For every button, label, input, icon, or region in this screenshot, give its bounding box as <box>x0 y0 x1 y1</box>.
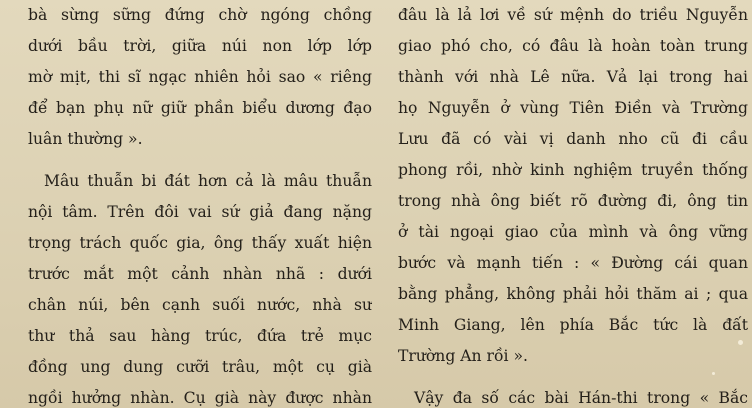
text-line: trọng trách quốc gia, ông thấy xuất hiện <box>28 234 372 252</box>
text-line: trước mắt một cảnh nhàn nhã : dưới <box>28 265 372 283</box>
text-line: dưới bầu trời, giữa núi non lớp lớp <box>28 37 372 55</box>
text-line: ở tài ngoại giao của mình và ông vững <box>398 223 748 241</box>
text-line: bước và mạnh tiến : « Đường cái quan <box>398 254 748 272</box>
text-line: phong rồi, nhờ kinh nghiệm truyền thống <box>398 161 748 179</box>
paper-speck <box>712 372 715 375</box>
text-line: bằng phẳng, không phải hỏi thăm ai ; qua <box>398 285 748 303</box>
text-line: ngồi hưởng nhàn. Cụ già này được nhàn <box>28 389 372 407</box>
right-paragraph-2 <box>398 383 748 408</box>
text-line: bà sừng sững đứng chờ ngóng chồng <box>28 6 372 24</box>
text-line: mờ mịt, thi sĩ ngạc nhiên hỏi sao « riêng <box>28 68 372 86</box>
left-paragraph-2 <box>28 166 372 408</box>
left-paragraph-1 <box>28 0 372 155</box>
text-line: Trường An rồi ». <box>398 347 528 365</box>
text-line: Vậy đa số các bài Hán-thi trong « Bắc <box>414 389 748 407</box>
text-line: nội tâm. Trên đôi vai sứ giả đang nặng <box>28 203 372 221</box>
left-column <box>28 0 372 408</box>
text-line: thành với nhà Lê nữa. Vả lại trong hai <box>398 68 748 86</box>
text-line: Minh Giang, lên phía Bắc tức là đất <box>398 316 748 334</box>
text-line: trong nhà ông biết rõ đường đi, ông tin <box>398 192 748 210</box>
text-line: luân thường ». <box>28 130 143 148</box>
text-line: đồng ung dung cưỡi trâu, một cụ già <box>28 358 372 376</box>
paragraph-gap <box>398 372 748 383</box>
text-line: để bạn phụ nữ giữ phần biểu dương đạo <box>28 99 372 117</box>
text-line: Mâu thuẫn bi đát hơn cả là mâu thuẫn <box>44 172 372 190</box>
text-line: đâu là lả lơi về sứ mệnh do triều Nguyễn <box>398 6 748 24</box>
paper-speck <box>738 340 743 345</box>
right-column <box>398 0 748 408</box>
paragraph-gap <box>28 155 372 166</box>
text-line: chân núi, bên cạnh suối nước, nhà sư <box>28 296 372 314</box>
text-line: Lưu đã có vài vị danh nho cũ đi cầu <box>398 130 748 148</box>
text-line: họ Nguyễn ở vùng Tiên Điền và Trường <box>398 99 748 117</box>
right-paragraph-1 <box>398 0 748 372</box>
text-line: giao phó cho, có đâu là hoàn toàn trung <box>398 37 748 55</box>
text-line: thư thả sau hàng trúc, đứa trẻ mục <box>28 327 372 345</box>
